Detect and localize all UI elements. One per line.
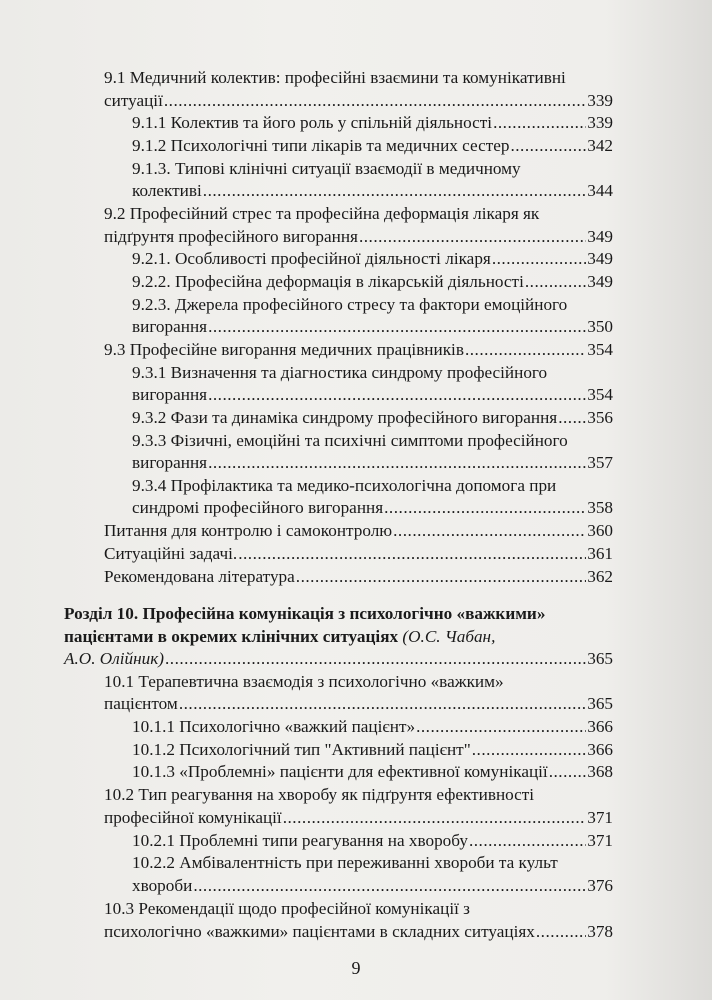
chapter-10-title-text: пацієнтами в окремих клінічних ситуаціях bbox=[64, 627, 399, 646]
toc-entry-9-3-1[interactable] bbox=[132, 385, 613, 405]
toc-entry-9-2-1[interactable] bbox=[132, 249, 613, 269]
toc-entry-9-3-4-line1: 9.3.4 Профілактика та медико-психологічна допомога при bbox=[132, 476, 557, 495]
toc-entry-title: Питання для контролю і самоконтролю bbox=[104, 521, 393, 540]
toc-entry-9-2-line1: 9.2 Професійний стрес та професійна деформація лікаря як bbox=[104, 204, 540, 223]
toc-entry-title: 9.3 Професійне вигорання медичних працівників bbox=[104, 340, 464, 359]
page-ref: 360 bbox=[587, 521, 613, 540]
toc-entry-9-3-1-line2: вигорання bbox=[132, 385, 208, 404]
dot-leader bbox=[208, 317, 586, 337]
toc-entry-9-2-2[interactable] bbox=[132, 272, 613, 292]
page-ref: 371 bbox=[587, 831, 613, 850]
page-ref: 365 bbox=[587, 649, 613, 668]
dot-leader bbox=[208, 385, 586, 405]
toc-entry-title: 10.1.3 «Проблемні» пацієнти для ефективної комунікації bbox=[132, 762, 548, 781]
dot-leader bbox=[165, 649, 586, 669]
dot-leader bbox=[558, 408, 586, 428]
chapter-10-title-line2 bbox=[64, 627, 495, 647]
toc-entry-10-1-2[interactable] bbox=[132, 740, 613, 760]
dot-leader bbox=[472, 740, 587, 760]
toc-entry-10-2[interactable] bbox=[104, 808, 613, 828]
page-ref: 358 bbox=[587, 498, 613, 517]
dot-leader bbox=[549, 762, 587, 782]
toc-entry-9-2-3-line2: вигорання bbox=[132, 317, 208, 336]
page-ref: 342 bbox=[587, 136, 613, 155]
toc-entry-10-3[interactable] bbox=[104, 922, 613, 942]
dot-leader bbox=[393, 521, 586, 541]
toc-entry-10-1-line2: пацієнтом bbox=[104, 694, 178, 713]
page-ref: 344 bbox=[587, 181, 613, 200]
toc-entry-9-1-2[interactable] bbox=[132, 136, 613, 156]
page-ref: 339 bbox=[587, 91, 613, 110]
chapter-10-authors: (О.С. Чабан, bbox=[402, 627, 496, 646]
toc-entry-9-1-3-line2: колективі bbox=[132, 181, 202, 200]
toc-entry-title: 10.2.1 Проблемні типи реагування на хворобу bbox=[132, 831, 468, 850]
toc-entry-10-2-line2: професійної комунікації bbox=[104, 808, 282, 827]
page-ref: 357 bbox=[587, 453, 613, 472]
toc-entry-10-3-line1: 10.3 Рекомендації щодо професійної комунікації з bbox=[104, 899, 470, 918]
dot-leader bbox=[469, 831, 586, 851]
toc-entry-10-2-2-line2: хвороби bbox=[132, 876, 193, 895]
toc-entry-title: Рекомендована література bbox=[104, 567, 295, 586]
toc-entry-9-1-1[interactable] bbox=[132, 113, 613, 133]
toc-entry-10-2-1[interactable] bbox=[132, 831, 613, 851]
toc-entry-title: Ситуаційні задачі. bbox=[104, 544, 238, 563]
page-ref: 354 bbox=[587, 385, 613, 404]
dot-leader bbox=[203, 181, 586, 201]
toc-entry-tasks[interactable] bbox=[104, 544, 613, 564]
dot-leader bbox=[164, 91, 586, 111]
toc-entry-10-1-line1: 10.1 Терапевтична взаємодія з психологічно «важким» bbox=[104, 672, 504, 691]
page-ref: 349 bbox=[587, 272, 613, 291]
dot-leader bbox=[493, 113, 586, 133]
toc-entry-9-2-line2: підґрунтя професійного вигорання bbox=[104, 227, 358, 246]
dot-leader bbox=[525, 272, 586, 292]
toc-entry-10-1-1[interactable] bbox=[132, 717, 613, 737]
toc-entry-literature[interactable] bbox=[104, 567, 613, 587]
toc-entry-9-2-3[interactable] bbox=[132, 317, 613, 337]
dot-leader bbox=[283, 808, 587, 828]
toc-entry-9-1-line1: 9.1 Медичний колектив: професійні взаємини та комунікативні bbox=[104, 68, 566, 87]
toc-entry-10-3-line2: психологічно «важкими» пацієнтами в складних ситуаціях bbox=[104, 922, 535, 941]
toc-entry-9-2[interactable] bbox=[104, 227, 613, 247]
toc-entry-9-3[interactable] bbox=[104, 340, 613, 360]
dot-leader bbox=[179, 694, 586, 714]
page-ref: 366 bbox=[587, 717, 613, 736]
toc-entry-9-3-2[interactable] bbox=[132, 408, 613, 428]
toc-entry-9-1[interactable] bbox=[104, 91, 613, 111]
page-ref: 365 bbox=[587, 694, 613, 713]
toc-entry-questions[interactable] bbox=[104, 521, 613, 541]
toc-entry-title: 9.2.2. Професійна деформація в лікарській діяльності bbox=[132, 272, 524, 291]
page-ref: 349 bbox=[587, 227, 613, 246]
toc-entry-9-2-3-line1: 9.2.3. Джерела професійного стресу та фактори емоційного bbox=[132, 295, 568, 314]
toc-entry-9-1-3[interactable] bbox=[132, 181, 613, 201]
dot-leader bbox=[193, 876, 586, 896]
toc-entry-chapter-10[interactable] bbox=[64, 649, 613, 669]
page-ref: 356 bbox=[587, 408, 613, 427]
toc-entry-9-3-3-line1: 9.3.3 Фізичні, емоційні та психічні симптоми професійного bbox=[132, 431, 568, 450]
page-ref: 349 bbox=[587, 249, 613, 268]
dot-leader bbox=[510, 136, 586, 156]
toc-entry-title: 10.1.1 Психологічно «важкий пацієнт» bbox=[132, 717, 416, 736]
page-ref: 368 bbox=[587, 762, 613, 781]
chapter-10-title-line1: Розділ 10. Професійна комунікація з психологічно «важкими» bbox=[64, 604, 546, 623]
dot-leader bbox=[359, 227, 586, 247]
toc-entry-title: 10.1.2 Психологічний тип "Активний пацієнт" bbox=[132, 740, 471, 759]
page-ref: 361 bbox=[587, 544, 613, 563]
dot-leader bbox=[384, 498, 586, 518]
page-number: 9 bbox=[351, 958, 361, 978]
dot-leader bbox=[492, 249, 586, 269]
toc-entry-9-3-4[interactable] bbox=[132, 498, 613, 518]
toc-entry-title: 9.1.2 Психологічні типи лікарів та медичних сестер bbox=[132, 136, 510, 155]
chapter-10-authors-cont: А.О. Олійник) bbox=[64, 649, 164, 668]
page-ref: 371 bbox=[587, 808, 613, 827]
page-ref: 378 bbox=[587, 922, 613, 941]
dot-leader bbox=[465, 340, 586, 360]
toc-entry-title: 9.2.1. Особливості професійної діяльності лікаря bbox=[132, 249, 491, 268]
page-ref: 354 bbox=[587, 340, 613, 359]
toc-entry-title: 9.1.1 Колектив та його роль у спільній діяльності bbox=[132, 113, 493, 132]
page-ref: 362 bbox=[587, 567, 613, 586]
toc-entry-9-1-line2: ситуації bbox=[104, 91, 163, 110]
toc-entry-title: 9.3.2 Фази та динаміка синдрому професійного вигорання bbox=[132, 408, 558, 427]
toc-entry-9-1-3-line1: 9.1.3. Типові клінічні ситуації взаємодії в медичному bbox=[132, 159, 521, 178]
page-ref: 366 bbox=[587, 740, 613, 759]
page-ref: 350 bbox=[587, 317, 613, 336]
page-ref: 339 bbox=[587, 113, 613, 132]
toc-entry-9-3-3[interactable] bbox=[132, 453, 613, 473]
toc-entry-9-3-1-line1: 9.3.1 Визначення та діагностика синдрому професійного bbox=[132, 363, 548, 382]
toc-entry-9-3-3-line2: вигорання bbox=[132, 453, 208, 472]
toc-entry-10-2-line1: 10.2 Тип реагування на хворобу як підґрунтя ефективності bbox=[104, 785, 535, 804]
toc-entry-9-3-4-line2: синдромі професійного вигорання bbox=[132, 498, 384, 517]
toc-entry-10-1-3[interactable] bbox=[132, 762, 613, 782]
dot-leader bbox=[416, 717, 586, 737]
dot-leader bbox=[536, 922, 586, 942]
dot-leader bbox=[208, 453, 586, 473]
dot-leader bbox=[238, 544, 586, 564]
dot-leader bbox=[296, 567, 586, 587]
toc-entry-10-2-2-line1: 10.2.2 Амбівалентність при переживанні хвороби та культ bbox=[132, 853, 558, 872]
page-ref: 376 bbox=[587, 876, 613, 895]
toc-entry-10-2-2[interactable] bbox=[132, 876, 613, 896]
toc-entry-10-1[interactable] bbox=[104, 694, 613, 714]
